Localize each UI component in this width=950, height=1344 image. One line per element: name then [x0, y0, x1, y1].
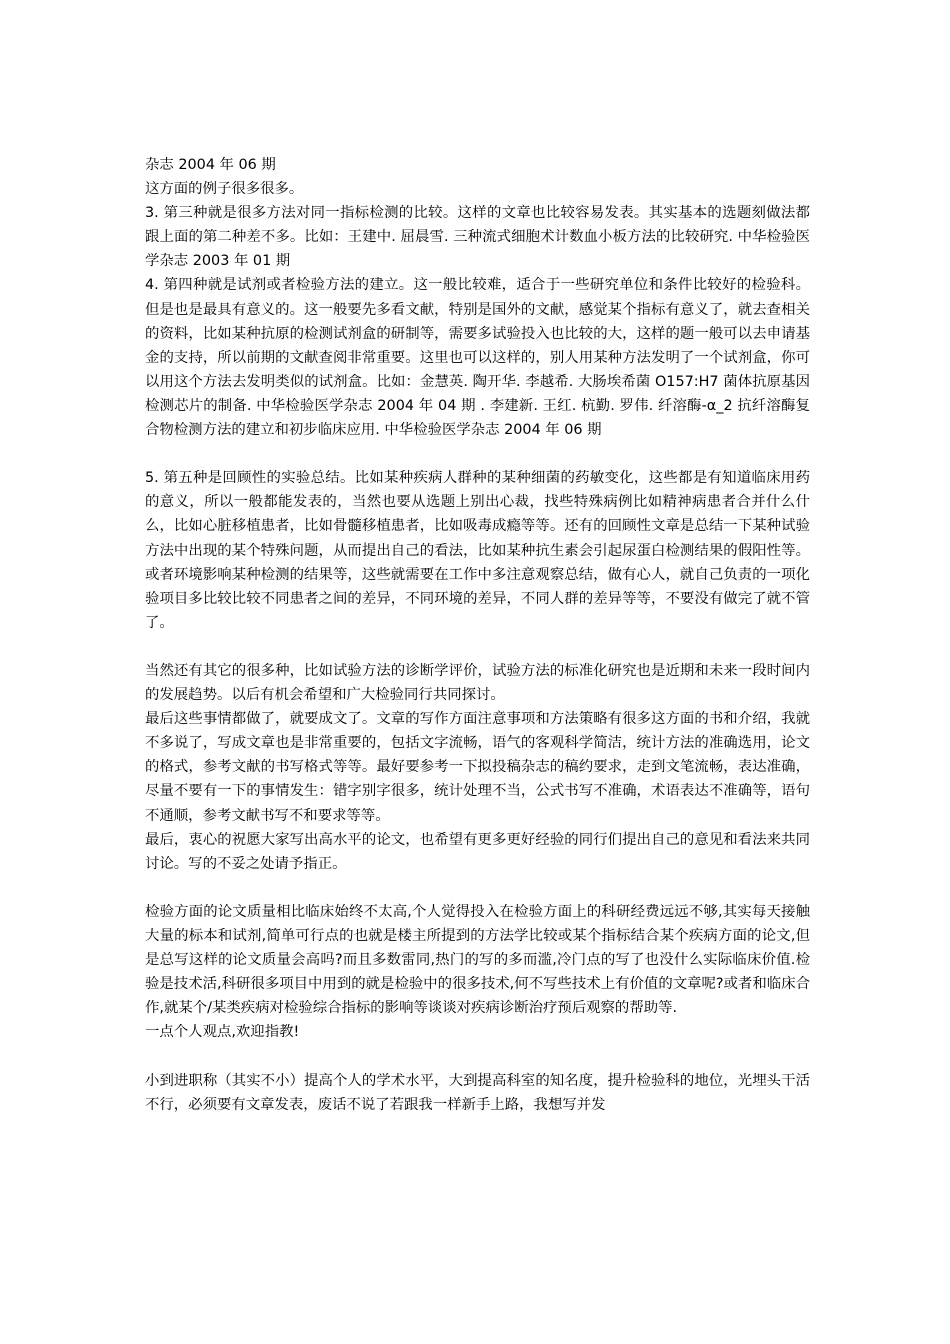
paragraph-promotion: 小到进职称（其实不小）提高个人的学术水平，大到提高科室的知名度，提升检验科的地位，光埋头干活不行，必须要有文章发表，废话不说了若跟我一样新手上路，我想写并发 — [145, 1072, 810, 1113]
paragraph-type-4: 4. 第四种就是试剂或者检验方法的建立。这一般比较难，适合于一些研究单位和条件比较好的检验科。但是也是最具有意义的。这一般要先多看文献，特别是国外的文献，感觉某个指标有意义了，就去查相关的资料，比如某种抗原的检测试剂盒的研制等，需要多试验投入也比较的大，这样的题一般可以去申请基金的支持，所以前期的文献查阅非常重要。这里也可以这样的，别人用某种方法发明了一个试剂盒，你可以用这个方法去发明类似的试剂盒。比如：金慧英. 陶开华. 李越希. 大肠埃希菌 O157:H7 菌体抗原基因检测芯片的制备. 中华检验医学杂志 2004 年 04 期 . 李建新. 王红. 杭勤. 罗伟. 纤溶酶-α_2 抗纤溶酶复合物检测方法的建立和初步临床应用. 中华检验医学杂志 2004 年 06 期 — [145, 277, 810, 439]
paragraph-other-types: 当然还有其它的很多种，比如试验方法的诊断学评价，试验方法的标准化研究也是近期和未来一段时间内的发展趋势。以后有机会希望和广大检验同行共同探讨。 — [145, 662, 810, 704]
paragraph-type-3: 3. 第三种就是很多方法对同一指标检测的比较。这样的文章也比较容易发表。其实基本的选题刻做法都跟上面的第二种差不多。比如：王建中. 屈晨雪. 三种流式细胞术计数血小板方法的比较研究. 中华检验医学杂志 2003 年 01 期 — [145, 205, 810, 270]
blank-line — [145, 442, 810, 466]
paragraph-quality-comment: 检验方面的论文质量相比临床始终不太高,个人觉得投入在检验方面上的科研经费远远不够,其实每天接触大量的标本和试剂,简单可行点的也就是楼主所提到的方法学比较或某个指标结合某个疾病方面的论文,但是总写这样的论文质量会高吗?而且多数雷同,热门的写的多而滥,冷门点的写了也没什么实际临床价值.检验是技术活,科研很多项目中用到的就是检验中的很多技术,何不写些技术上有价值的文章呢?或者和临床合作,就某个/某类疾病对检验综合指标的影响等谈谈对疾病诊断治疗预后观察的帮助等. — [145, 903, 810, 1017]
paragraph-journal-date: 杂志 2004 年 06 期 — [145, 157, 276, 173]
paragraph-personal-view: 一点个人观点,欢迎指教! — [145, 1024, 300, 1041]
blank-line — [145, 635, 810, 659]
paragraph-examples: 这方面的例子很多很多。 — [145, 181, 304, 198]
document-body — [145, 153, 810, 1117]
paragraph-type-5: 5. 第五种是回顾性的实验总结。比如某种疾病人群种的某种细菌的药敏变化，这些都是有知道临床用药的意义，所以一般都能发表的，当然也要从选题上别出心裁，找些特殊病例比如精神病患者合并什么什么，比如心脏移植患者，比如骨髓移植患者，比如吸毒成瘾等等。还有的回顾性文章是总结一下某种试验方法中出现的某个特殊问题，从而提出自己的看法，比如某种抗生素会引起尿蛋白检测结果的假阳性等。或者环境影响某种检测的结果等，这些就需要在工作中多注意观察总结，做有心人，就自己负责的一项化验项目多比较比较不同患者之间的差异，不同环境的差异，不同人群的差异等等，不要没有做完了就不管了。 — [145, 470, 810, 631]
paragraph-closing: 最后，衷心的祝愿大家写出高水平的论文，也希望有更多更好经验的同行们提出自己的意见和看法来共同讨论。写的不妥之处请予指正。 — [145, 831, 810, 872]
paragraph-writing: 最后这些事情都做了，就要成文了。文章的写作方面注意事项和方法策略有很多这方面的书和介绍，我就不多说了，写成文章也是非常重要的，包括文字流畅，语气的客观科学简洁，统计方法的准确选用，论文的格式，参考文献的书写格式等等。最好要参考一下拟投稿杂志的稿约要求，走到文笔流畅，表达准确，尽量不要有一下的事情发生：错字别字很多，统计处理不当，公式书写不准确，术语表达不准确等，语句不通顺，参考文献书写不和要求等等。 — [145, 711, 810, 824]
blank-line — [145, 1044, 810, 1068]
blank-line — [145, 876, 810, 900]
